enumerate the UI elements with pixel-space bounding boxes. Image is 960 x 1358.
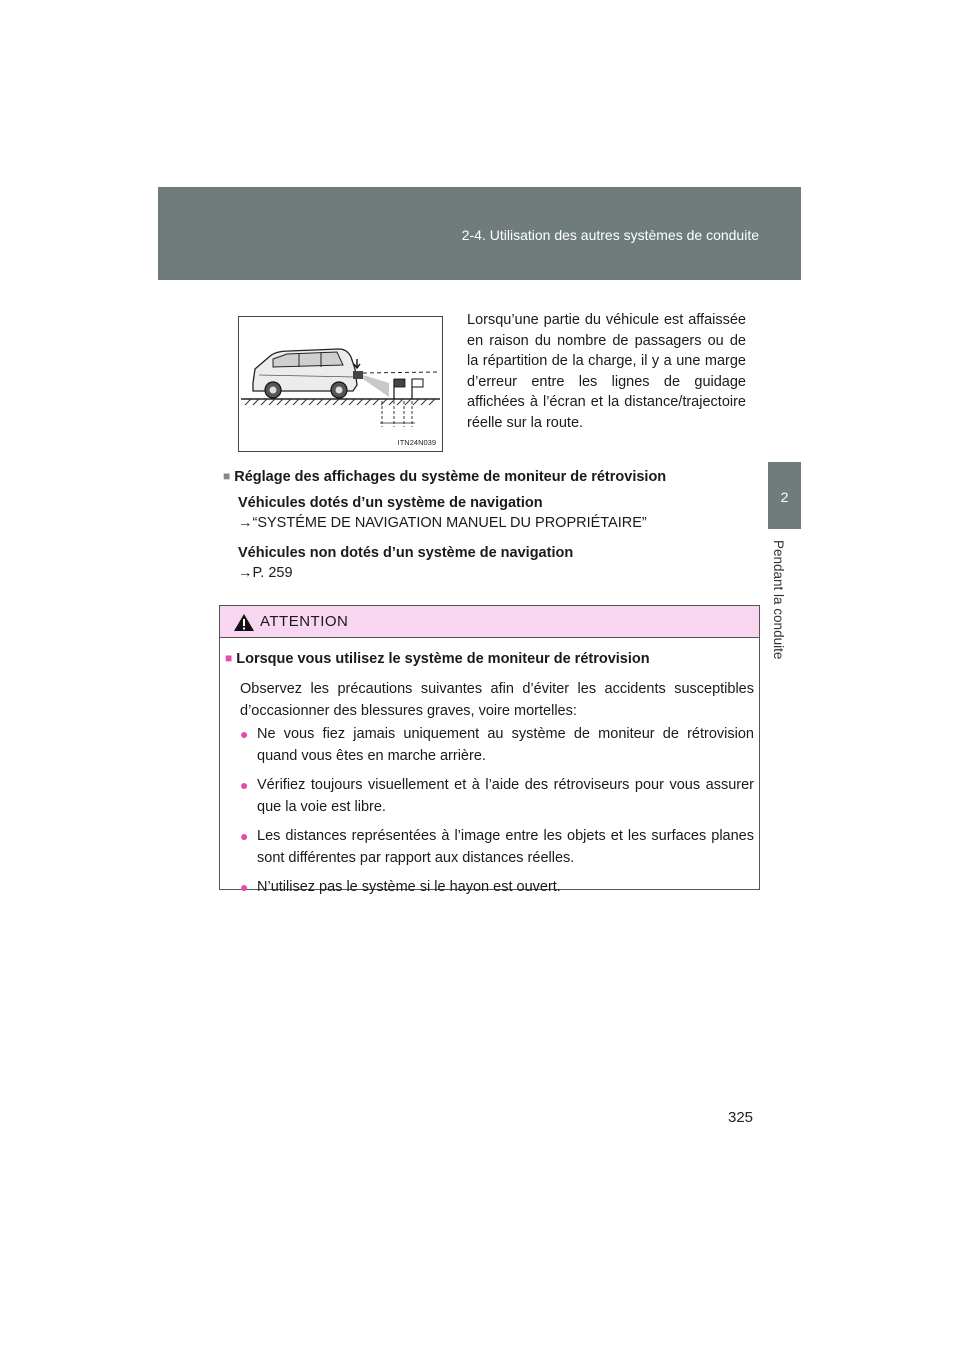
section-heading <box>223 467 743 487</box>
list-item <box>240 774 754 818</box>
section-header-band <box>158 187 801 280</box>
list-item-text: Les distances représentées à l’image entre les objets et les surfaces planes sont différentes par rapport aux distances réelles. <box>257 828 754 866</box>
section-title: 2-4. Utilisation des autres systèmes de conduite <box>461 227 759 243</box>
warning-header <box>220 606 759 638</box>
circle-bullet-icon: ● <box>240 726 249 742</box>
nav-reference: →“SYSTÉME DE NAVIGATION MANUEL DU PROPRIÉTAIRE” <box>238 515 647 531</box>
square-bullet-icon: ■ <box>223 469 231 483</box>
square-bullet-icon: ■ <box>225 651 233 665</box>
warning-list <box>240 723 754 905</box>
no-nav-reference: →P. 259 <box>238 565 293 581</box>
warning-heading-text: Lorsque vous utilisez le système de moniteur de rétrovision <box>236 651 650 667</box>
warning-intro: Observez les précautions suivantes afin d’éviter les accidents susceptibles d’occasionner des blessures graves, voire mortelles: <box>240 681 754 719</box>
intro-paragraph: Lorsqu’une partie du véhicule est affaissée en raison du nombre de passagers ou de la répartition de la charge, il y a une marge d’erreur entre les lignes de guidage affichées à l’écran et la distance/trajectoire réelle sur la route. <box>467 312 746 431</box>
list-item-text: N’utilisez pas le système si le hayon est ouvert. <box>257 879 561 895</box>
nav-heading: Véhicules dotés d’un système de navigation <box>238 495 543 511</box>
figure-code: ITN24N039 <box>397 438 436 447</box>
chapter-number: 2 <box>780 489 789 505</box>
list-item <box>240 876 754 898</box>
list-item-text: Vérifiez toujours visuellement et à l’aide des rétroviseurs pour vous assurer que la voie est libre. <box>257 777 754 815</box>
circle-bullet-icon: ● <box>240 828 249 844</box>
list-item-text: Ne vous fiez jamais uniquement au système de moniteur de rétrovision quand vous êtes en marche arrière. <box>257 726 754 764</box>
vehicle-illustration <box>238 316 443 452</box>
page-number: 325 <box>728 1109 754 1126</box>
list-item <box>240 723 754 767</box>
display-adjustment-section <box>223 467 743 583</box>
list-item <box>240 825 754 869</box>
warning-title: ATTENTION <box>260 613 349 630</box>
chapter-label: Pendant la conduite <box>771 540 786 660</box>
warning-box <box>219 605 760 895</box>
circle-bullet-icon: ● <box>240 879 249 895</box>
circle-bullet-icon: ● <box>240 777 249 793</box>
chapter-tab <box>768 462 801 529</box>
warning-heading <box>225 651 650 667</box>
warning-triangle-icon <box>233 613 255 632</box>
sagging-vehicle-diagram <box>239 317 442 451</box>
section-heading-text: Réglage des affichages du système de moniteur de rétrovision <box>234 469 667 485</box>
no-nav-heading: Véhicules non dotés d’un système de navigation <box>238 545 574 561</box>
